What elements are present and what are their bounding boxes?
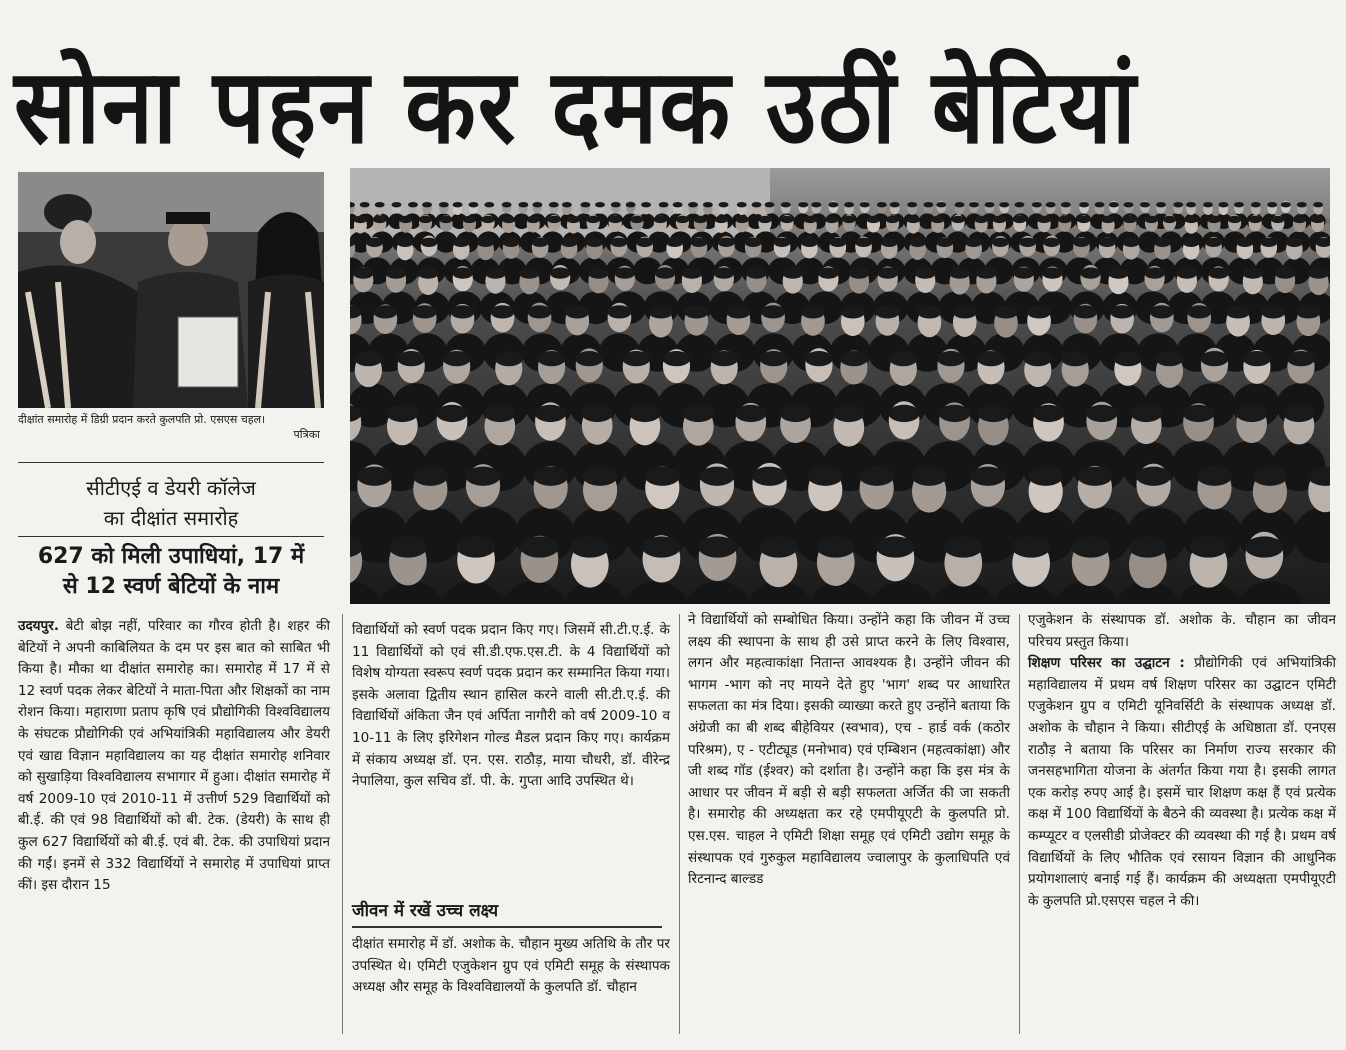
subhead-line1: सीटीएई व डेयरी कॉलेज bbox=[86, 476, 256, 500]
column-divider bbox=[342, 614, 343, 1034]
article-column-2 bbox=[352, 620, 670, 793]
article-column-2b bbox=[352, 934, 670, 999]
caption-rule bbox=[18, 462, 324, 463]
photo-caption bbox=[18, 412, 324, 441]
caption-text: दीक्षांत समारोह में डिग्री प्रदान करते कुलपति प्रो. एसएस चहल। bbox=[18, 413, 266, 426]
kicker bbox=[18, 542, 324, 602]
subhead-line2: का दीक्षांत समारोह bbox=[103, 506, 239, 530]
column-divider bbox=[1019, 614, 1020, 1034]
article-column-4 bbox=[1028, 610, 1336, 912]
col3-text: ने विद्यार्थियों को सम्बोधित किया। उन्होंने कहा कि जीवन में उच्च लक्ष्य की स्थापना के साथ ही उसे प्राप्त करने के लिए विश्वास, लगन और महत्वाकांक्षा नितान्त आवश्यक है। उन्होंने जीवन की भागम -भाग को नए मायने देते हुए 'भाग' शब्द पर आधारित सफलता का मंत्र दिया। इसकी व्याख्या करते हुए उन्होंने बताया कि अंग्रेजी का बी शब्द बीहेवियर (स्वभाव), एच - हार्ड वर्क (कठोर परिश्रम), ए - एटीट्यूड (मनोभाव) एवं एम्बिशन (महत्वकांक्षा) और जी शब्द गॉड (ईश्वर) को दर्शाता है। उन्होंने कहा कि इस मंत्र के आधार पर जीवन में बड़ी से बड़ी सफलता अर्जित की जा सकती है। समारोह की अध्यक्षता कर रहे एमपीयूएटी के कुलपति प्रो. एस.एस. चाहल ने एमिटी शिक्षा समूह एवं एमिटी उद्योग समूह के संस्थापक एवं गुरुकुल महाविद्यालय ज्वालापुर के कुलाधिपति एवं रिटनान्द बाल्डड bbox=[688, 612, 1010, 888]
article-column-3 bbox=[688, 610, 1010, 891]
dateline: उदयपुर. bbox=[18, 618, 59, 634]
col1-text: बेटी बोझ नहीं, परिवार का गौरव होती है। शहर की बेटियों ने अपनी काबिलियत के दम पर इस बात को साबित भी किया है। मौका था दीक्षांत समारोह का। समारोह में 17 में से 12 स्वर्ण पदक लेकर बेटियों ने माता-पिता और शिक्षकों का नाम रोशन किया। महाराणा प्रताप कृषि एवं प्रौद्योगिकी विश्वविद्यालय के संघटक प्रौद्योगिकी एवं अभियांत्रिकी महाविद्यालय और डेयरी एवं खाद्य विज्ञान महाविद्यालय का यह दीक्षांत समारोह शनिवार को सुखाड़िया विश्वविद्यालय सभागार में हुआ। दीक्षांत समारोह में वर्ष 2009-10 एवं 2010-11 में उत्तीर्ण 529 विद्यार्थियों को बी.ई. की एवं 98 विद्यार्थियों को बी. टेक. (डेयरी) के साथ ही कुल 627 विद्यार्थियों को बी.ई. एवं बी. टेक. की उपाधियां प्रदान की गईं। इनमें से 332 विद्यार्थियों ने समारोह में उपाधियां प्राप्त कीं। इस दौरान 15 bbox=[18, 618, 330, 894]
headline: सोना पहन कर दमक उठीं बेटियां bbox=[14, 46, 1138, 167]
col2-text2: दीक्षांत समारोह में डॉ. अशोक के. चौहान मुख्य अतिथि के तौर पर उपस्थित थे। एमिटी एजुकेशन ग्रुप एवं एमिटी समूह के संस्थापक अध्यक्ष और समूह के विश्वविद्यालयों के कुलपति डॉ. चौहान bbox=[352, 936, 670, 996]
kicker-line1: 627 को मिली उपाधियां, 17 में bbox=[37, 544, 305, 569]
inline-heading: शिक्षण परिसर का उद्घाटन : bbox=[1028, 655, 1185, 672]
article-column-1 bbox=[18, 616, 330, 897]
column-divider bbox=[679, 614, 680, 1034]
section-heading: जीवन में रखें उच्च लक्ष्य bbox=[352, 898, 662, 928]
subhead-rule bbox=[18, 536, 324, 537]
audience-photo bbox=[350, 168, 1330, 604]
col4-text: एजुकेशन के संस्थापक डॉ. अशोक के. चौहान का जीवन परिचय प्रस्तुत किया। bbox=[1028, 612, 1336, 650]
photo-credit: पत्रिका bbox=[293, 428, 320, 441]
ceremony-photo bbox=[18, 172, 324, 408]
col4-text2: प्रौद्योगिकी एवं अभियांत्रिकी महाविद्यालय में प्रथम वर्ष शिक्षण परिसर का उद्घाटन एमिटी एजुकेशन ग्रुप व एमिटी यूनिवर्सिटी के संस्थापक अध्यक्ष डॉ. अशोक के चौहान ने किया। सीटीएई के अधिष्ठाता डॉ. एनएस राठौड़ ने बताया कि परिसर का निर्माण राज्य सरकार की जनसहभागिता योजना के अंतर्गत किया गया है। इसकी लागत एक करोड़ रुपए आई है। इसमें चार शिक्षण कक्ष हैं एवं प्रत्येक कक्ष में 100 विद्यार्थियों के बैठने की व्यवस्था है। प्रत्येक कक्ष में कम्प्यूटर व एलसीडी प्रोजेक्टर की व्यवस्था की गई है। प्रथम वर्ष विद्यार्थियों के लिए भौतिक एवं रसायन विज्ञान की आधुनिक प्रयोगशालाएं बनाई गई हैं। कार्यक्रम की अध्यक्षता एमपीयूएटी के कुलपति प्रो.एसएस चहल ने की। bbox=[1028, 655, 1337, 909]
col2-text: विद्यार्थियों को स्वर्ण पदक प्रदान किए गए। जिसमें सी.टी.ए.ई. के 11 विद्यार्थियों को एवं सी.डी.एफ.एस.टी. के 4 विद्यार्थियों को विशेष योग्यता स्वरूप स्वर्ण पदक प्रदान कर सम्मानित किया गया। इसके अलावा द्वितीय स्थान हासिल करने वाली सी.टी.ए.ई. की विद्यार्थियों अंकिता जैन एवं अर्पिता नागौरी को वर्ष 2009-10 व 10-11 के लिए इरिगेशन गोल्ड मैडल प्रदान किए गए। कार्यक्रम में संकाय अध्यक्ष डॉ. एन. एस. राठौड़, माया चौधरी, डॉ. वीरेन्द्र नेपालिया, कुल सचिव डॉ. पी. के. गुप्ता आदि उपस्थित थे। bbox=[352, 622, 670, 790]
kicker-line2: से 12 स्वर्ण बेटियों के नाम bbox=[62, 574, 280, 599]
